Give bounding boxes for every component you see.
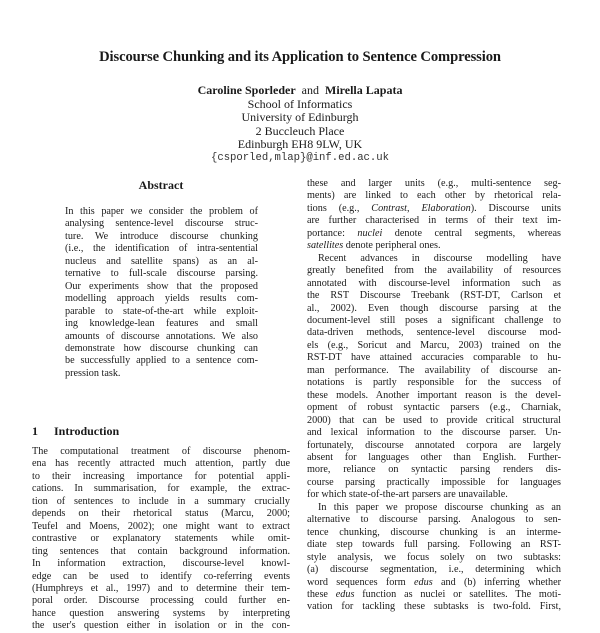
text-line: 2000) that can be used to provide critical structural	[307, 414, 561, 426]
text-line: satellites denote peripheral ones.	[307, 240, 441, 252]
text-line: ture. We introduce discourse chunking	[65, 230, 258, 242]
text-line: In information extraction, discourse-level knowl-	[32, 558, 290, 570]
text-line: analysing sentence-level discourse struc-	[65, 218, 258, 230]
text-line: and lexical information to the discourse parser. Un-	[307, 427, 561, 439]
text-line: these and larger units (e.g., multi-sentence seg-	[307, 178, 561, 189]
text-line: ternative to full-scale discourse parsing.	[65, 268, 258, 280]
author-conjunction: and	[301, 83, 319, 97]
text-line: hance question answering systems by interpreting	[32, 607, 290, 619]
text-line: notations is partly responsible for the success of	[307, 377, 561, 389]
text-line: ments) are linked to each other by rhetorical rela-	[307, 190, 561, 202]
text-line: nucleus and satellite spans) as an al-	[65, 255, 258, 267]
text-line: Teufel and Moens, 2002); one might want to extract	[32, 520, 290, 532]
text-line: course parsing practically impossible for languages	[307, 476, 561, 488]
text-line: demonstrate how discourse chunking can	[65, 342, 258, 354]
paragraph	[307, 253, 561, 502]
text-line: absent for languages other than English. Further-	[307, 451, 561, 463]
text-line: more, reliance on syntactic parsing renders dis-	[307, 464, 561, 476]
text-line: al., 2002). Even though discourse parsing at the	[307, 302, 561, 314]
text-line: depends on their rhetorical status (Marcu, 2000;	[32, 508, 290, 520]
text-line: modelling approach yields results com-	[65, 293, 258, 305]
text-line: vation for tackling these subtasks is two-fold. First,	[307, 601, 561, 613]
text-line: els (e.g., Soricut and Marcu, 2003) trained on the	[307, 339, 561, 351]
text-line: The computational treatment of discourse phenom-	[32, 446, 290, 457]
text-line: annotated with discourse-level information such as	[307, 277, 561, 289]
text-line: be successfully applied to a sentence com-	[65, 355, 258, 367]
text-line: these models. Another important reason is the devel-	[307, 389, 561, 401]
text-line: portance: nuclei denote central segments, whereas	[307, 227, 562, 239]
text-line: pression task.	[65, 367, 121, 379]
text-line: to their increasing importance for potential appli-	[32, 470, 290, 482]
text-line: parable to state-of-the-art while exploit-	[65, 305, 258, 317]
emphasis: edus	[335, 588, 355, 600]
affiliation-line: Edinburgh EH8 9LW, UK	[237, 137, 363, 152]
text-line: the user's question either in isolation or in the con-	[32, 620, 290, 632]
right-column	[307, 178, 561, 614]
emphasis: nuclei	[357, 227, 383, 239]
section-title: Introduction	[54, 424, 120, 438]
affiliation-line: 2 Buccleuch Place	[255, 123, 345, 138]
text-line: (i.e., the identification of intra-sentential	[65, 243, 258, 255]
text-line: In this paper we propose discourse chunking as an	[318, 501, 561, 513]
text-line: man performance. The availability of discourse an-	[307, 364, 561, 376]
text-line: tion of sentences to include in a summary crucially	[32, 495, 290, 507]
text-line: edge can be used to identify co-referring events	[32, 570, 290, 582]
text-line: tions (e.g., Contrast, Elaboration). Discourse units	[307, 202, 562, 214]
text-line: Recent advances in discourse modelling have	[318, 252, 561, 264]
author-block	[0, 84, 600, 166]
section-number: 1	[32, 424, 38, 438]
introduction-body	[32, 446, 290, 633]
text-line: style analysis, we focus solely on two subtasks:	[307, 551, 561, 563]
text-line: are further characterised in terms of their text im-	[307, 215, 561, 227]
text-line: cations. In summarisation, for example, the extrac-	[32, 483, 290, 495]
text-line: tence chunking, discourse chunking is an interme-	[307, 526, 561, 538]
text-line: Our experiments show that the proposed	[65, 280, 258, 292]
text-line: document-level still poses a significant challenge to	[307, 314, 561, 326]
section-heading	[32, 424, 119, 439]
text-line: ena has recently attracted much attention, partly due	[32, 458, 290, 470]
author-name: Caroline Sporleder	[197, 83, 296, 97]
emphasis: satellites	[307, 240, 344, 252]
text-line: diate step towards full parsing. Following an RST-	[307, 539, 561, 551]
affiliation-line: School of Informatics	[247, 96, 353, 111]
emphasis: Contrast	[371, 202, 407, 214]
text-line: poral order. Discourse processing could further en-	[32, 595, 290, 607]
text-line: these edus function as nuclei or satellites. The moti-	[307, 588, 561, 600]
text-line: ing knowledge-lean features and small	[65, 318, 258, 330]
text-line: In this paper we consider the problem of	[65, 206, 258, 217]
paragraph	[307, 178, 561, 253]
affiliation-line: University of Edinburgh	[241, 110, 359, 125]
text-line: (a) discourse segmentation, i.e., determining which	[307, 564, 561, 576]
text-line: contrastive or explanatory statements while omit-	[32, 533, 290, 545]
text-line: opment of robust syntactic parsers (e.g., Charniak,	[307, 402, 561, 414]
text-line: (Humphreys et al., 1997) and to determine their tem-	[32, 582, 290, 594]
abstract-heading: Abstract	[138, 178, 184, 192]
paragraph	[307, 502, 561, 614]
emphasis: edus	[414, 576, 433, 588]
paper-title: Discourse Chunking and its Application to Sentence Compression	[99, 49, 501, 65]
text-line: word sequences form edus and (b) inferring whether	[307, 576, 561, 588]
text-line: alternative to discourse parsing. Analogous to sen-	[307, 514, 561, 526]
text-line: data-driven methods, sentence-level discourse mod-	[307, 327, 561, 339]
author-names	[0, 84, 600, 98]
text-line: for which state-of-the-art parsers are unavailable.	[307, 489, 508, 501]
text-line: greatly benefited from the availability of resources	[307, 265, 561, 277]
text-line: amounts of discourse annotations. We also	[65, 330, 258, 342]
abstract-body	[65, 206, 258, 380]
text-line: the RST Discourse Treebank (RST-DT, Carlson et	[307, 290, 561, 302]
text-line: fortunately, discourse annotated corpora are largely	[307, 439, 561, 451]
author-email: {csporled,mlap}@inf.ed.ac.uk	[210, 151, 389, 164]
emphasis: Elaboration	[421, 202, 471, 214]
text-line: ting sentences that contain background information.	[32, 545, 290, 557]
text-line: RST-DT have attained accuracies comparable to hu-	[307, 352, 561, 364]
author-name: Mirella Lapata	[325, 83, 403, 97]
